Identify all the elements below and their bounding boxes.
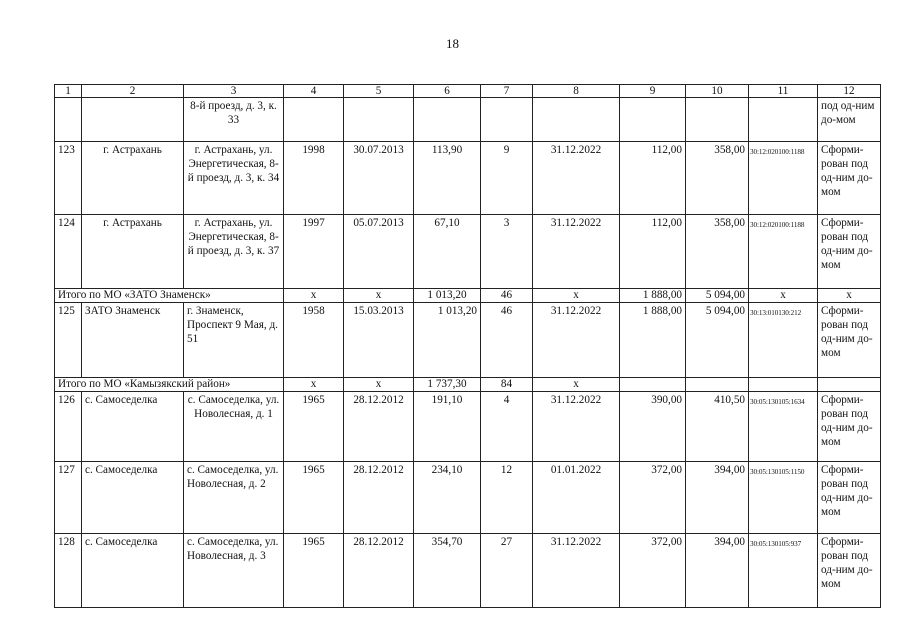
deadline-cell: 31.12.2022 [533, 303, 620, 378]
cadastral-cell: 30:12:020100:1188 [749, 142, 818, 215]
column-number: 7 [481, 85, 533, 98]
column-number: 9 [620, 85, 686, 98]
row-id: 124 [55, 215, 82, 289]
residents-cell: 46 [481, 303, 533, 378]
address-cell: 8-й проезд, д. 3, к. 33 [184, 98, 284, 142]
column-number: 6 [414, 85, 481, 98]
note-cell: Сформи-рован под од-ним до-мом [818, 142, 881, 215]
table-row [55, 392, 881, 462]
column-number: 2 [82, 85, 184, 98]
address-cell: с. Самоседелка, ул. Новолесная, д. 2 [184, 462, 284, 534]
area-cell: 113,90 [414, 142, 481, 215]
locality-cell: с. Самоседелка [82, 462, 184, 534]
table-row [55, 142, 881, 215]
residents-cell: 9 [481, 142, 533, 215]
value9-cell: 112,00 [620, 142, 686, 215]
total-area: 1 013,20 [414, 289, 481, 303]
total-row: Итого по МО «ЗАТО Знаменск» x x 1 013,20 46 x 1 888,00 5 094,00 x x [55, 289, 881, 303]
year-cell: 1965 [284, 534, 344, 608]
note-cell: Сформи-рован под од-ним до-мом [818, 303, 881, 378]
value10-cell: 394,00 [686, 462, 749, 534]
total-row: Итого по МО «Камызякский район» x x 1 737,30 84 x [55, 378, 881, 392]
cadastral-cell: 30:05:130105:937 [749, 534, 818, 608]
locality-cell: ЗАТО Знаменск [82, 303, 184, 378]
year-cell: 1998 [284, 142, 344, 215]
row-id: 125 [55, 303, 82, 378]
note-cell: Сформи-рован под од-ним до-мом [818, 534, 881, 608]
residents-cell: 4 [481, 392, 533, 462]
deadline-cell: 31.12.2022 [533, 215, 620, 289]
date-cell: 15.03.2013 [344, 303, 414, 378]
page-number: 18 [446, 36, 459, 51]
value10-cell: 358,00 [686, 142, 749, 215]
value10-cell: 394,00 [686, 534, 749, 608]
locality-cell: с. Самоседелка [82, 534, 184, 608]
note-cell: Сформи-рован под од-ним до-мом [818, 215, 881, 289]
residents-cell: 12 [481, 462, 533, 534]
cadastral-cell: 30:13:010130:212 [749, 303, 818, 378]
deadline-cell: 31.12.2022 [533, 534, 620, 608]
note-cell: Сформи-рован под од-ним до-мом [818, 392, 881, 462]
value9-cell: 372,00 [620, 534, 686, 608]
deadline-cell: 31.12.2022 [533, 142, 620, 215]
total-area: 1 737,30 [414, 378, 481, 392]
area-cell: 67,10 [414, 215, 481, 289]
value10-cell: 5 094,00 [686, 303, 749, 378]
residents-cell: 27 [481, 534, 533, 608]
row-id: 126 [55, 392, 82, 462]
column-number: 10 [686, 85, 749, 98]
note-cell: Сформи-рован под од-ним до-мом [818, 462, 881, 534]
value9-cell: 112,00 [620, 215, 686, 289]
year-cell: 1965 [284, 462, 344, 534]
locality-cell: г. Астрахань [82, 142, 184, 215]
table-row-continued [55, 98, 881, 142]
area-cell: 354,70 [414, 534, 481, 608]
value9-cell: 372,00 [620, 462, 686, 534]
table-row [55, 462, 881, 534]
year-cell: 1997 [284, 215, 344, 289]
row-id: 128 [55, 534, 82, 608]
row-id: 127 [55, 462, 82, 534]
address-cell: г. Астрахань, ул. Энергетическая, 8-й проезд, д. 3, к. 37 [184, 215, 284, 289]
housing-table [54, 84, 881, 608]
value10-cell: 410,50 [686, 392, 749, 462]
date-cell: 28.12.2012 [344, 392, 414, 462]
residents-cell: 3 [481, 215, 533, 289]
locality-cell: г. Астрахань [82, 215, 184, 289]
area-cell: 1 013,20 [414, 303, 481, 378]
column-number: 3 [184, 85, 284, 98]
column-number: 8 [533, 85, 620, 98]
cadastral-cell: 30:05:130105:1634 [749, 392, 818, 462]
address-cell: г. Астрахань, ул. Энергетическая, 8-й проезд, д. 3, к. 34 [184, 142, 284, 215]
column-number: 4 [284, 85, 344, 98]
cadastral-cell: 30:12:020100:1188 [749, 215, 818, 289]
note-cell: под од-ним до-мом [818, 98, 881, 142]
value10-cell: 358,00 [686, 215, 749, 289]
table-row [55, 534, 881, 608]
area-cell: 191,10 [414, 392, 481, 462]
date-cell: 30.07.2013 [344, 142, 414, 215]
column-number: 5 [344, 85, 414, 98]
column-number: 11 [749, 85, 818, 98]
column-number: 12 [818, 85, 881, 98]
date-cell: 28.12.2012 [344, 534, 414, 608]
total-label: Итого по МО «Камызякский район» [55, 378, 284, 392]
value9-cell: 1 888,00 [620, 303, 686, 378]
column-number-row [55, 85, 881, 98]
year-cell: 1958 [284, 303, 344, 378]
total-residents: 84 [481, 378, 533, 392]
column-number: 1 [55, 85, 82, 98]
deadline-cell: 31.12.2022 [533, 392, 620, 462]
date-cell: 05.07.2013 [344, 215, 414, 289]
total-label: Итого по МО «ЗАТО Знаменск» [55, 289, 284, 303]
address-cell: г. Знаменск, Проспект 9 Мая, д. 51 [184, 303, 284, 378]
cadastral-cell: 30:05:130105:1150 [749, 462, 818, 534]
table-row [55, 215, 881, 289]
table-row [55, 303, 881, 378]
total-residents: 46 [481, 289, 533, 303]
locality-cell: с. Самоседелка [82, 392, 184, 462]
address-cell: с. Самоседелка, ул. Новолесная, д. 3 [184, 534, 284, 608]
address-cell: с. Самоседелка, ул. Новолесная, д. 1 [184, 392, 284, 462]
row-id: 123 [55, 142, 82, 215]
deadline-cell: 01.01.2022 [533, 462, 620, 534]
value9-cell: 390,00 [620, 392, 686, 462]
area-cell: 234,10 [414, 462, 481, 534]
year-cell: 1965 [284, 392, 344, 462]
date-cell: 28.12.2012 [344, 462, 414, 534]
